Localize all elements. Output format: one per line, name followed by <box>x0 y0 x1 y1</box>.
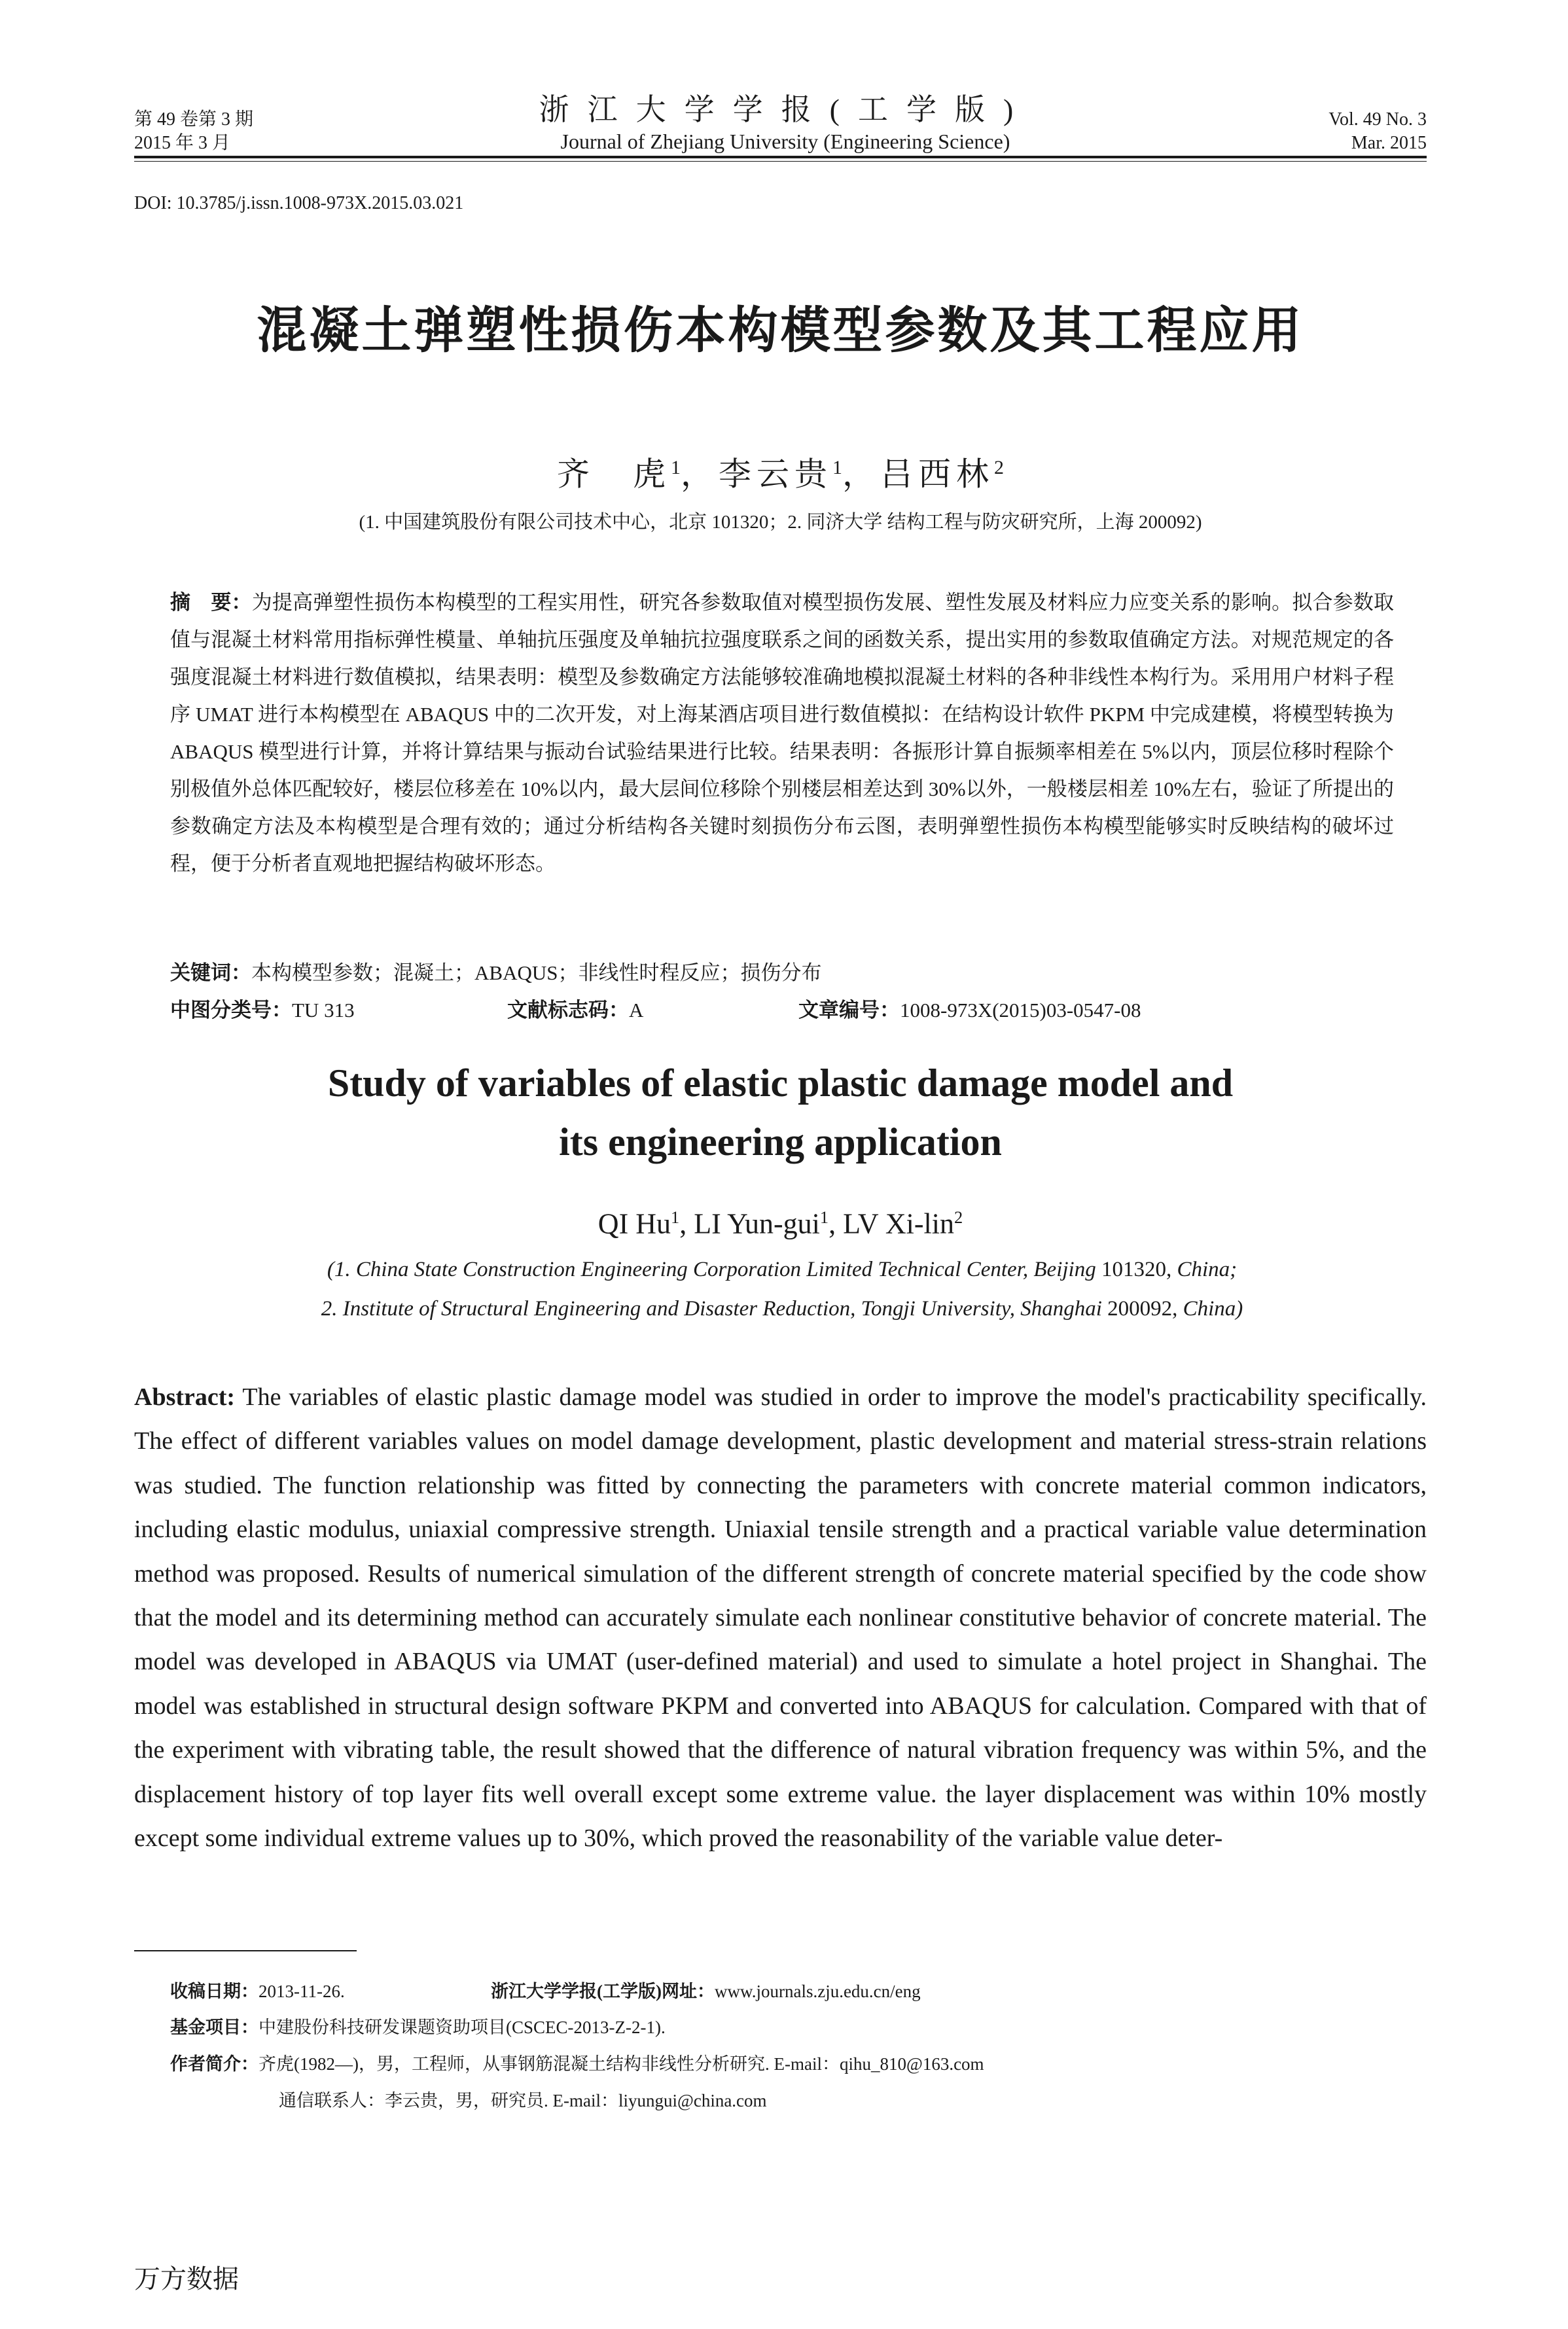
author-cn-1: 齐 虎 <box>557 455 671 493</box>
author-en-3-sup: 2 <box>954 1207 963 1227</box>
footnote-website <box>491 1980 921 2003</box>
abstract-en-text: The variables of elastic plastic damage model was studied in order to improve the model's practicability specifically. The effect of different variables values on model damage development, plastic development and material stress-strain relations was studied. The function relationship was fitted by connecting the parameters with concrete material common indicators, including elastic modulus, uniaxial compressive strength. Uniaxial tensile strength and a practical variable value determination method was proposed. Results of numerical simulation of the different strength of concrete material specified by the code show that the model and its determining method can accurately simulate each nonlinear constitutive behavior of concrete material. The model was developed in ABAQUS via UMAT (user-defined material) and used to simulate a hotel project in Shanghai. The model was established in structural design software PKPM and converted into ABAQUS for calculation. Compared with that of the experiment with vibrating table, the result showed that the difference of natural vibration frequency was within 5%, and the displacement history of top layer fits well overall except some extreme value. the layer displacement was within 10% mostly except some individual extreme values up to 30%, which proved the reasonability of the variable value deter- <box>134 1383 1427 1853</box>
issue-info-cn <box>134 108 344 155</box>
author-bio-value: 齐虎(1982—)，男，工程师，从事钢筋混凝土结构非线性分析研究. E-mail：qihu_810@163.com <box>258 2054 984 2074</box>
abstract-cn-text: 为提高弹塑性损伤本构模型的工程实用性，研究各参数取值对模型损伤发展、塑性发展及材料应力应变关系的影响。拟合参数取值与混凝土材料常用指标弹性模量、单轴抗压强度及单轴抗拉强度联系之间的函数关系，提出实用的参数取值确定方法。对规范规定的各强度混凝土材料进行数值模拟，结果表明：模型及参数确定方法能够较准确地模拟混凝土材料的各种非线性本构行为。采用用户材料子程序 UMAT 进行本构模型在 ABAQUS 中的二次开发，对上海某酒店项目进行数值模拟：在结构设计软件 PKPM 中完成建模，将模型转换为 ABAQUS 模型进行计算，并将计算结果与振动台试验结果进行比较。结果表明：各振形计算自振频率相差在 5%以内，顶层位移时程除个别极值外总体匹配较好，楼层位移差在 10%以内，最大层间位移除个别楼层相差达到 30%以外，一般楼层相差 10%左右，验证了所提出的参数确定方法及本构模型是合理有效的；通过分析结构各关键时刻损伤分布云图，表明弹塑性损伤本构模型能够实时反映结构的破坏过程，便于分析者直观地把握结构破坏形态。 <box>170 591 1395 875</box>
header-rule-thick <box>134 156 1427 158</box>
issue-date-cn: 2015 年 3 月 <box>134 133 231 153</box>
title-en <box>134 1054 1427 1171</box>
authors-en <box>134 1198 1427 1244</box>
affiliation-en-1-country: China; <box>1177 1258 1238 1281</box>
title-cn: 混凝土弹塑性损伤本构模型参数及其工程应用 <box>257 301 1304 359</box>
author-en-1: QI Hu <box>597 1207 671 1240</box>
issue-date-en: Mar. 2015 <box>1351 133 1427 153</box>
header-rule-thin <box>134 161 1427 162</box>
author-en-sep-2: , <box>829 1207 844 1240</box>
author-en-sep-1: , <box>679 1207 694 1240</box>
website-value[interactable]: www.journals.zju.edu.cn/eng <box>714 1982 921 2001</box>
affiliation-en-1-postcode: 101320, <box>1096 1258 1177 1281</box>
clc-value: TU 313 <box>292 999 355 1022</box>
author-cn-sep-2: ， <box>842 455 880 493</box>
doc-code-value: A <box>629 999 644 1022</box>
watermark: 万方数据 <box>134 2264 239 2294</box>
footnote-contact: 通信联系人：李云贵，男，研究员. E-mail：liyungui@china.com <box>279 2091 767 2110</box>
issue-info-en <box>1230 108 1427 155</box>
footnote-rule <box>134 1950 357 1951</box>
author-bio-label: 作者简介： <box>170 2054 258 2074</box>
article-number-label: 文章编号： <box>798 999 900 1022</box>
doc-code-label: 文献标志码： <box>507 999 629 1022</box>
fund-value: 中建股份科技研发课题资助项目(CSCEC-2013-Z-2-1). <box>258 2018 666 2037</box>
authors-cn <box>134 445 1427 497</box>
issue-volume-cn: 第 49 卷第 3 期 <box>134 109 254 130</box>
author-cn-2: 李云贵 <box>719 455 832 493</box>
abstract-cn-label: 摘 要： <box>170 591 252 614</box>
journal-name-en: Journal of Zhejiang University (Engineering Science) <box>560 130 1010 153</box>
received-value: 2013-11-26. <box>258 1982 345 2001</box>
footnote-fund <box>170 2016 1414 2039</box>
abstract-en <box>134 1376 1427 1860</box>
title-en-line-1: Study of variables of elastic plastic damage model and <box>327 1061 1234 1105</box>
abstract-cn <box>170 584 1394 882</box>
abstract-en-label: Abstract: <box>134 1383 236 1411</box>
received-label: 收稿日期： <box>170 1982 258 2001</box>
issue-volume-en: Vol. 49 No. 3 <box>1328 109 1427 130</box>
author-cn-1-sup: 1 <box>671 457 681 478</box>
footnote-author <box>170 2052 1414 2076</box>
journal-header <box>419 92 1152 154</box>
clc-label: 中图分类号： <box>170 999 292 1022</box>
title-en-line-2: its engineering application <box>559 1120 1002 1164</box>
affiliation-cn: (1. 中国建筑股份有限公司技术中心，北京 101320；2. 同济大学 结构工程与防灾研究所，上海 200092) <box>359 512 1202 533</box>
author-en-1-sup: 1 <box>671 1207 680 1227</box>
affiliation-en-line-1 <box>170 1250 1394 1289</box>
website-label: 浙江大学学报(工学版)网址： <box>491 1982 715 2001</box>
keywords-cn-label: 关键词： <box>170 961 251 984</box>
affiliation-en-1-text: (1. China State Construction Engineering Corporation Limited Technical Center, Beijing <box>327 1258 1096 1281</box>
clc-item <box>170 991 355 1029</box>
affiliation-en-2-postcode: 200092, <box>1101 1297 1183 1321</box>
affiliation-en-2-text: 2. Institute of Structural Engineering and Disaster Reduction, Tongji University, Shanghai <box>321 1297 1102 1321</box>
keywords-cn-text: 本构模型参数；混凝土；ABAQUS；非线性时程反应；损伤分布 <box>251 961 822 984</box>
affiliation-en-line-2 <box>170 1289 1394 1328</box>
doi: DOI: 10.3785/j.issn.1008-973X.2015.03.021 <box>134 193 464 213</box>
author-en-2: LI Yun-gui <box>694 1207 820 1240</box>
fund-label: 基金项目： <box>170 2018 258 2037</box>
affiliation-en-2-country: China) <box>1183 1297 1243 1321</box>
affiliation-en <box>170 1250 1394 1328</box>
article-number-item <box>798 991 1141 1029</box>
author-cn-2-sup: 1 <box>832 457 842 478</box>
footnote-received <box>170 1980 1414 2003</box>
author-cn-3-sup: 2 <box>994 457 1004 478</box>
doc-code-item <box>507 991 643 1029</box>
author-en-3: LV Xi-lin <box>843 1207 954 1240</box>
article-number-value: 1008-973X(2015)03-0547-08 <box>900 999 1141 1022</box>
journal-name-cn: 浙江大学学报(工学版) <box>539 93 1032 126</box>
author-cn-3: 吕西林 <box>880 455 994 493</box>
author-cn-sep-1: ， <box>681 455 719 493</box>
keywords-cn <box>170 954 1394 991</box>
author-en-2-sup: 1 <box>819 1207 829 1227</box>
